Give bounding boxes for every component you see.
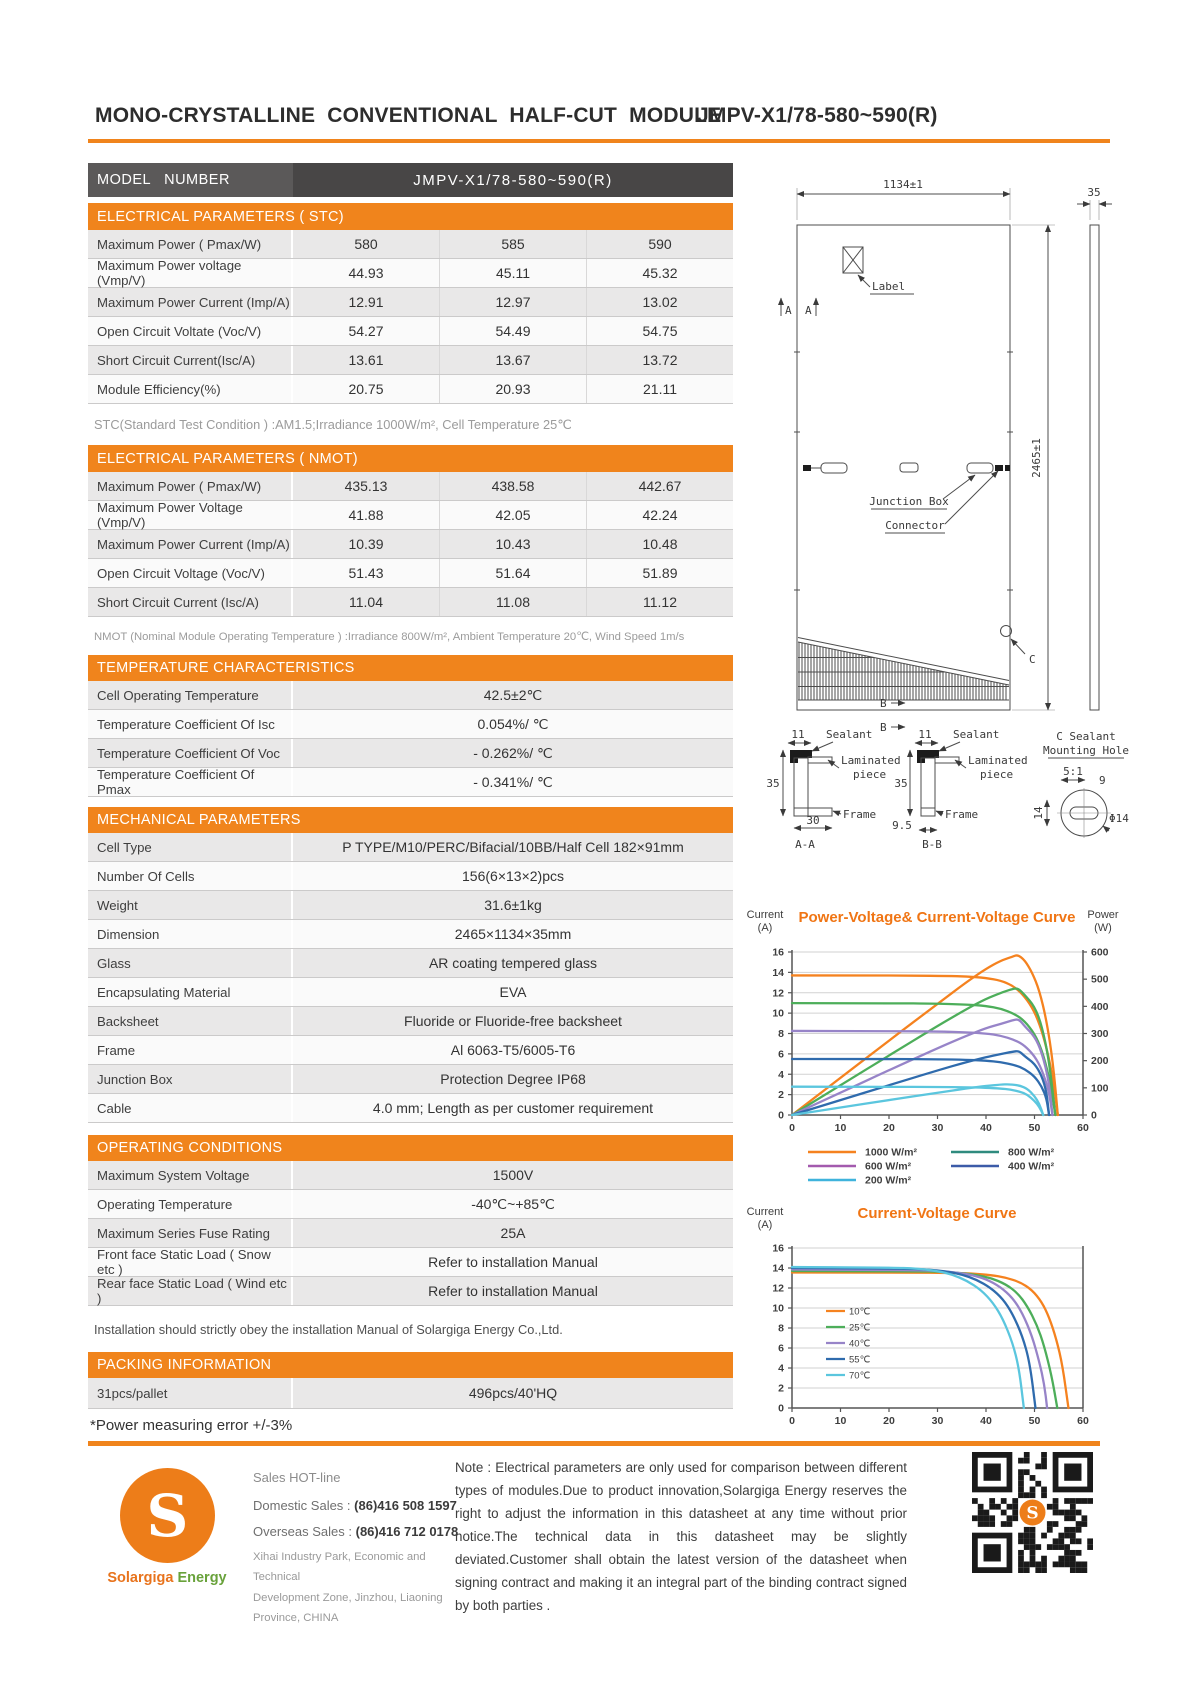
table-row (88, 1248, 733, 1277)
row-label: Weight (88, 891, 293, 919)
table-row (88, 710, 733, 739)
svg-text:0: 0 (789, 1415, 795, 1427)
svg-text:16: 16 (772, 1242, 784, 1255)
table-row (88, 375, 733, 404)
svg-text:S: S (1026, 1503, 1039, 1524)
row-label: Cell Operating Temperature (88, 681, 293, 709)
row-label: Number Of Cells (88, 862, 293, 890)
row-value: 13.02 (586, 288, 733, 316)
row-value: 1500V (492, 1167, 534, 1183)
row-label: Temperature Coefficient Of Isc (88, 710, 293, 738)
overseas-sales-line (253, 1524, 463, 1539)
svg-text:10: 10 (834, 1415, 847, 1427)
svg-text:Current: Current (746, 909, 784, 921)
svg-text:6: 6 (778, 1342, 784, 1355)
module-side-view (1090, 225, 1099, 710)
table-row (88, 346, 733, 375)
row-label: Short Circuit Current(Isc/A) (88, 346, 293, 374)
row-label: Rear face Static Load ( Wind etc ) (88, 1277, 293, 1305)
aa-sealant-label: Sealant (826, 728, 873, 741)
c-detail-dim-14: 14 (1032, 806, 1045, 820)
svg-text:300: 300 (1091, 1028, 1109, 1040)
junction-box-middle (900, 463, 918, 472)
junction-box-right (967, 463, 993, 473)
table-row (88, 768, 733, 797)
junction-box-label: Junction Box (869, 495, 949, 508)
row-value: 13.67 (439, 346, 586, 374)
table-row (88, 530, 733, 559)
svg-text:14: 14 (772, 1262, 784, 1275)
model-number-value: JMPV-X1/78-580~590(R) (293, 163, 733, 197)
row-label: Maximum Power Voltage (Vmp/V) (88, 501, 293, 529)
svg-text:12: 12 (772, 1282, 784, 1295)
row-value: 42.24 (586, 501, 733, 529)
connector-label: Connector (885, 519, 945, 532)
row-value: 11.08 (439, 588, 586, 616)
c-detail-subtitle: Mounting Hole (1042, 744, 1130, 757)
svg-text:0: 0 (1091, 1109, 1097, 1122)
svg-text:Power: Power (1087, 909, 1119, 921)
table-row (88, 978, 733, 1007)
svg-text:0: 0 (789, 1122, 795, 1134)
row-value: 21.11 (586, 375, 733, 403)
legal-note: Note : Electrical parameters are only used for comparison between different types of modules.Due to product innovation,Solargiga Energy reserves the right to adjust the information in this datasheet at any time without prior notice.The technical data in this datasheet may be slightly deviated.Customer shall obtain the latest version of the datasheet when signing contract and making it an integral part of the binding contract signed by both parties . (455, 1460, 907, 1614)
row-value: 438.58 (439, 472, 586, 500)
svg-text:70℃: 70℃ (849, 1370, 871, 1382)
row-value: 12.97 (439, 288, 586, 316)
junction-box-left (821, 463, 847, 473)
table-row (88, 1277, 733, 1306)
row-label: 31pcs/pallet (88, 1378, 293, 1408)
table-row (88, 1065, 733, 1094)
row-label: Junction Box (88, 1065, 293, 1093)
svg-text:25℃: 25℃ (849, 1322, 871, 1334)
row-value: P TYPE/M10/PERC/Bifacial/10BB/Half Cell 182×91mm (342, 839, 684, 855)
overseas-sales-number: (86)416 712 0178 (355, 1524, 459, 1539)
svg-text:4: 4 (778, 1362, 784, 1375)
row-value: -40℃~+85℃ (471, 1195, 555, 1212)
row-label: Backsheet (88, 1007, 293, 1035)
section-temperature (88, 655, 733, 797)
row-value: 42.05 (439, 501, 586, 529)
section-note-operating: Installation should strictly obey the installation Manual of Solargiga Energy Co.,Ltd. (94, 1321, 563, 1337)
row-value: - 0.341%/ ℃ (473, 773, 553, 790)
aa-frame-label: Frame (843, 808, 877, 821)
row-label: Frame (88, 1036, 293, 1064)
table-row (88, 1036, 733, 1065)
row-label: Temperature Coefficient Of Voc (88, 739, 293, 767)
section-a-mark-2: A (805, 304, 812, 317)
logo-word-energy: Energy (177, 1570, 227, 1586)
svg-text:(A): (A) (757, 922, 773, 934)
row-value: 10.48 (586, 530, 733, 558)
table-row (88, 259, 733, 288)
row-value: Fluoride or Fluoride-free backsheet (404, 1013, 622, 1029)
row-value: - 0.262%/ ℃ (473, 744, 553, 761)
c-detail-dim-9: 9 (1099, 774, 1106, 787)
row-label: Maximum Power ( Pmax/W) (88, 472, 293, 500)
address-line-2: Development Zone, Jinzhou, Liaoning (253, 1591, 443, 1604)
domestic-sales-number: (86)416 508 1597 (354, 1498, 457, 1513)
svg-text:2: 2 (778, 1089, 784, 1102)
table-row (88, 317, 733, 346)
row-value: 54.27 (348, 323, 384, 339)
svg-text:(A): (A) (757, 1219, 773, 1231)
c-detail-scale: 5:1 (1063, 765, 1083, 778)
row-value: 31.6±1kg (484, 897, 542, 913)
svg-text:200 W/m²: 200 W/m² (865, 1174, 912, 1187)
row-label: Front face Static Load ( Snow etc ) (88, 1248, 293, 1276)
aa-dim-35: 35 (766, 777, 780, 790)
section-packing (88, 1352, 733, 1441)
svg-text:100: 100 (1091, 1082, 1109, 1095)
table-row (88, 1219, 733, 1248)
address-line-1: Xihai Industry Park, Economic and Technical (253, 1551, 426, 1584)
svg-text:10: 10 (834, 1122, 847, 1134)
address-line-3: Province, CHINA (253, 1611, 339, 1624)
section-b-mark-2: B (880, 721, 887, 734)
row-value: 44.93 (348, 265, 384, 281)
row-value: 156(6×13×2)pcs (462, 868, 564, 884)
aa-laminated-label: Laminated (841, 754, 901, 767)
row-label: Cable (88, 1094, 293, 1122)
table-row (88, 288, 733, 317)
section-header-packing: PACKING INFORMATION (88, 1352, 733, 1378)
overseas-sales-label: Overseas Sales : (253, 1524, 356, 1539)
row-value: 12.91 (348, 294, 384, 310)
bb-dim-35: 35 (894, 777, 908, 790)
row-label: Short Circuit Current (Isc/A) (88, 588, 293, 616)
section-nmot (88, 445, 733, 655)
table-row (88, 588, 733, 617)
row-value: AR coating tempered glass (428, 955, 598, 971)
module-front-view (797, 225, 1010, 710)
svg-text:55℃: 55℃ (849, 1354, 871, 1366)
row-label: Cell Type (88, 833, 293, 861)
module-technical-drawing (695, 158, 1140, 863)
company-address (253, 1547, 463, 1628)
table-row (88, 1094, 733, 1123)
row-value: 590 (586, 230, 733, 258)
row-value: 10.39 (348, 536, 384, 552)
row-value: 42.5±2℃ (483, 686, 543, 703)
svg-text:200: 200 (1091, 1055, 1109, 1068)
svg-text:0: 0 (778, 1109, 784, 1122)
svg-text:40℃: 40℃ (849, 1338, 871, 1350)
row-value: 11.12 (586, 588, 733, 616)
sales-hotline-label: Sales HOT-line (253, 1470, 341, 1485)
row-value: EVA (499, 984, 527, 1000)
dim-height: 2465±1 (1030, 438, 1043, 478)
logo-wordmark (87, 1570, 247, 1586)
row-value: Al 6063-T5/6005-T6 (450, 1042, 576, 1058)
svg-text:Current: Current (746, 1206, 784, 1218)
row-value: 20.93 (439, 375, 586, 403)
svg-text:60: 60 (1077, 1122, 1089, 1134)
row-value: Refer to installation Manual (428, 1254, 598, 1270)
svg-text:400: 400 (1091, 1000, 1109, 1013)
row-label: Maximum Power voltage (Vmp/V) (88, 259, 293, 287)
domestic-sales-label: Domestic Sales : (253, 1498, 355, 1513)
row-value: 10.43 (439, 530, 586, 558)
bb-sealant-label: Sealant (953, 728, 1000, 741)
table-row (88, 1007, 733, 1036)
table-row (88, 949, 733, 978)
section-header-nmot: ELECTRICAL PARAMETERS ( NMOT) (88, 445, 733, 472)
row-label: Maximum Power ( Pmax/W) (88, 230, 293, 258)
section-a-mark: A (785, 304, 792, 317)
row-value: 13.72 (586, 346, 733, 374)
row-value: Refer to installation Manual (428, 1283, 598, 1299)
dim-width: 1134±1 (883, 178, 923, 191)
bb-frame-label: Frame (945, 808, 979, 821)
table-row (88, 1161, 733, 1190)
svg-text:400 W/m²: 400 W/m² (1008, 1160, 1055, 1173)
row-value: 4.0 mm; Length as per customer requirement (372, 1100, 654, 1116)
qr-code (972, 1452, 1093, 1573)
c-detail-diameter: Φ14 (1109, 812, 1129, 825)
row-value: 0.054%/ ℃ (477, 715, 549, 732)
table-row (88, 681, 733, 710)
table-row (88, 739, 733, 768)
page-title-model: JMPV-X1/78-580~590(R) (697, 104, 938, 127)
svg-text:500: 500 (1091, 973, 1109, 986)
spec-tables (88, 163, 733, 1441)
bb-dim-95: 9.5 (892, 819, 912, 832)
aa-caption: A-A (795, 838, 815, 851)
section-header-stc: ELECTRICAL PARAMETERS ( STC) (88, 203, 733, 230)
model-number-row (88, 163, 733, 197)
section-header-mechanical: MECHANICAL PARAMETERS (88, 807, 733, 833)
row-label: Maximum Power Current (Imp/A) (88, 288, 293, 316)
svg-text:20: 20 (883, 1415, 895, 1427)
table-row (88, 501, 733, 530)
table-row (88, 559, 733, 588)
svg-text:6: 6 (778, 1048, 784, 1061)
row-value: 435.13 (344, 478, 388, 494)
svg-text:40: 40 (980, 1415, 992, 1427)
row-value: 41.88 (348, 507, 384, 523)
svg-text:12: 12 (772, 987, 784, 1000)
svg-text:Current-Voltage Curve: Current-Voltage Curve (857, 1205, 1017, 1222)
dim-thickness: 35 (1087, 186, 1101, 199)
svg-text:8: 8 (778, 1322, 784, 1335)
svg-text:10: 10 (772, 1007, 784, 1020)
bb-piece-label: piece (980, 768, 1014, 781)
row-value: 13.61 (348, 352, 384, 368)
svg-text:16: 16 (772, 946, 784, 959)
row-label: Operating Temperature (88, 1190, 293, 1218)
aa-dim-30: 30 (806, 814, 820, 827)
row-value: 11.04 (349, 594, 383, 610)
svg-text:50: 50 (1028, 1415, 1041, 1427)
svg-text:600: 600 (1091, 946, 1109, 959)
row-value: 25A (500, 1225, 526, 1241)
svg-text:1000 W/m²: 1000 W/m² (865, 1146, 917, 1159)
contact-block (253, 1470, 463, 1628)
row-label: Open Circuit Voltate (Voc/V) (88, 317, 293, 345)
svg-text:600 W/m²: 600 W/m² (865, 1160, 912, 1173)
svg-text:0: 0 (778, 1402, 784, 1415)
row-label: Temperature Coefficient Of Pmax (88, 768, 293, 796)
row-label: Encapsulating Material (88, 978, 293, 1006)
title-underline (88, 139, 1110, 143)
label-annotation: Label (872, 280, 906, 293)
logo-s-letter: S (146, 1481, 189, 1550)
iv-temperature-chart (695, 1200, 1125, 1440)
section-header-operating: OPERATING CONDITIONS (88, 1135, 733, 1161)
row-value: 496pcs/40'HQ (468, 1385, 558, 1401)
svg-text:2: 2 (778, 1382, 784, 1395)
row-value: 585 (439, 230, 586, 258)
row-label: Dimension (88, 920, 293, 948)
page-title: MONO-CRYSTALLINE CONVENTIONAL HALF-CUT MODULE (95, 104, 722, 127)
domestic-sales-line (253, 1498, 463, 1513)
svg-text:4: 4 (778, 1068, 784, 1081)
bb-laminated-label: Laminated (968, 754, 1028, 767)
svg-text:800 W/m²: 800 W/m² (1008, 1146, 1055, 1159)
svg-text:20: 20 (883, 1122, 895, 1134)
section-note-stc: STC(Standard Test Condition ) :AM1.5;Irradiance 1000W/m², Cell Temperature 25℃ (94, 416, 572, 432)
svg-text:10: 10 (772, 1302, 784, 1315)
table-row (88, 891, 733, 920)
c-detail-title: C Sealant (1056, 730, 1116, 743)
section-stc (88, 203, 733, 445)
row-value: 51.89 (586, 559, 733, 587)
table-row (88, 472, 733, 501)
row-value: 54.75 (586, 317, 733, 345)
table-row (88, 230, 733, 259)
pv-iv-curve-chart (695, 905, 1125, 1197)
svg-text:8: 8 (778, 1028, 784, 1040)
solargiga-logo (120, 1468, 215, 1563)
footer-divider (88, 1441, 1100, 1446)
table-row (88, 862, 733, 891)
row-value: Protection Degree IP68 (440, 1071, 586, 1087)
row-value: 51.64 (439, 559, 586, 587)
svg-text:40: 40 (980, 1122, 992, 1134)
svg-text:30: 30 (931, 1122, 944, 1134)
row-value: 45.32 (586, 259, 733, 287)
section-note-nmot: NMOT (Nominal Module Operating Temperature ) :Irradiance 800W/m², Ambient Temperature 20℃, Wind Speed 1m/s (94, 630, 685, 643)
section-operating (88, 1135, 733, 1352)
logo-word-solargiga: Solargiga (107, 1570, 174, 1586)
bb-caption: B-B (922, 838, 942, 851)
table-row (88, 920, 733, 949)
bb-dim-11: 11 (918, 728, 932, 741)
aa-dim-11: 11 (791, 728, 805, 741)
row-value: 45.11 (439, 259, 586, 287)
model-number-label: MODEL NUMBER (88, 163, 293, 197)
row-label: Open Circuit Voltage (Voc/V) (88, 559, 293, 587)
row-value: 442.67 (586, 472, 733, 500)
row-value: 54.49 (439, 317, 586, 345)
row-value: 580 (354, 236, 378, 252)
section-note-packing: *Power measuring error +/-3% (90, 1416, 293, 1434)
row-label: Maximum System Voltage (88, 1161, 293, 1189)
row-label: Glass (88, 949, 293, 977)
svg-text:(W): (W) (1094, 922, 1112, 934)
svg-text:Power-Voltage& Current-Voltage: Power-Voltage& Current-Voltage Curve (798, 909, 1076, 926)
section-mechanical (88, 807, 733, 1123)
detail-c-mark: C (1029, 653, 1036, 666)
svg-text:10℃: 10℃ (849, 1306, 871, 1318)
row-value: 51.43 (348, 565, 384, 581)
aa-piece-label: piece (853, 768, 887, 781)
svg-text:60: 60 (1077, 1415, 1089, 1427)
svg-text:50: 50 (1028, 1122, 1041, 1134)
row-label: Maximum Power Current (Imp/A) (88, 530, 293, 558)
section-b-mark: B (880, 697, 887, 710)
table-row (88, 1190, 733, 1219)
row-label: Maximum Series Fuse Rating (88, 1219, 293, 1247)
section-header-temperature: TEMPERATURE CHARACTERISTICS (88, 655, 733, 681)
svg-text:14: 14 (772, 966, 784, 979)
row-label: Module Efficiency(%) (88, 375, 293, 403)
row-value: 2465×1134×35mm (454, 926, 572, 942)
row-value: 20.75 (348, 381, 384, 397)
table-row (88, 833, 733, 862)
table-row (88, 1378, 733, 1409)
svg-text:30: 30 (931, 1415, 944, 1427)
